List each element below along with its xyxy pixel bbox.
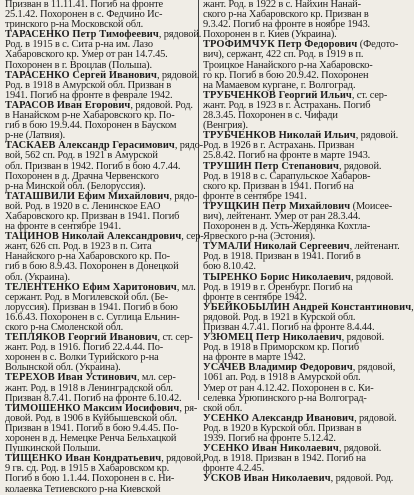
record-name: ТАТАШВИЛИ Ефим Михайлович — [5, 190, 170, 202]
record-details: , рядовой. — [355, 130, 399, 142]
record-name: ТАЦИНОВ Николай Александрович — [5, 231, 182, 243]
record-line: Род. в 1926 в г. Астрахань. Призван — [203, 140, 355, 152]
record-line: Род. в 1918. Призван в 1941. Погиб в — [203, 251, 361, 263]
record-name: ТРУБЧЕНКОВ Николай Ильич — [203, 130, 356, 142]
record-line: 16.6.43. Похоронен в с. Суглица Ельнин- — [5, 311, 180, 323]
record-details: , ст. сер- — [157, 332, 193, 344]
record-line: вой. Род. в 1920 в с. Ленинское ЕАО — [5, 200, 161, 212]
record-name: ТАРАСЕНКО Петр Тимофеевич — [5, 29, 159, 41]
record-line: колаевка Тетиевского р-на Киевской — [5, 483, 161, 495]
record-name: ТАРАСОВ Иван Егорович — [5, 99, 131, 111]
record-line: жант. Род. в 1916. Погиб 22.4.44. По- — [5, 342, 164, 354]
record-line: ского р-на Хабаровского кр. Призван в — [203, 9, 369, 21]
record-details: (Моисее- — [350, 200, 393, 212]
right-column — [199, 0, 414, 485]
record-name: ТАСКАЕВ Александр Герасимович — [5, 140, 175, 152]
record-line: Хабаровского кр. Умер от ран 14.7.45. — [5, 49, 168, 61]
record-line: ского кр. Призван в 1941. Погиб на — [203, 180, 354, 192]
record-entry — [203, 0, 391, 40]
record-line: Ярвеского р-на (Эстония). — [203, 231, 316, 243]
record-details: (Федото- — [357, 39, 399, 51]
record-line — [203, 473, 394, 485]
record-line: хоронен в с. Волки Турийского р-на — [5, 352, 159, 364]
record-entry — [5, 373, 195, 403]
record-line: бою 8.10.42. — [203, 261, 256, 273]
record-details: , сер- — [181, 231, 204, 243]
record-entry — [203, 241, 400, 273]
record-entry — [5, 402, 198, 455]
record-entry — [5, 231, 204, 283]
record-entry — [5, 453, 204, 495]
record-entry — [203, 444, 391, 474]
record-line: обл. (Украина). — [5, 271, 70, 283]
record-line: на Мамаевом кургане, г. Волгоград. — [203, 79, 356, 91]
record-line: го кр. Погиб в бою 20.9.42. Похоронен — [203, 69, 369, 81]
record-name: УСЕНКО Александр Иванович — [203, 412, 355, 424]
record-details: , рядовой, — [352, 362, 396, 374]
record-line: гиб в бою 8.9.43. Похоронен в Донецкой — [5, 261, 179, 273]
record-details: , рядовой. Род. — [130, 99, 193, 111]
record-line: 1941. Погиб на фронте в феврале 1942. — [5, 89, 173, 101]
record-name: УСКОВ Иван Николаевич — [203, 473, 331, 485]
record-line: тринского р-на Московской обл. — [5, 19, 144, 31]
record-details: , — [411, 301, 414, 313]
record-line: Род. в 1920 в Курской обл. Призван в — [203, 422, 362, 434]
record-line: Похоронен в д. Драчна Червенского — [5, 170, 159, 182]
record-line: лоруссия). Призван в 1941. Погиб в бою — [5, 301, 178, 313]
record-name: ТИМОШЕНКО Максим Иосифович — [5, 402, 180, 414]
record-line: ского р-на Смоленской обл. — [5, 322, 124, 333]
record-line: в Нанайском р-не Хабаровского кр. По- — [5, 110, 175, 122]
record-line: Призван 8.7.41. Погиб на фронте 6.10.42. — [5, 392, 182, 404]
record-name: УЗЮМЕЦ Петр Николаевич — [203, 332, 342, 344]
record-line: Похоронен в г. Киев (Украина). — [203, 29, 337, 41]
record-details: , рядовой. — [156, 69, 200, 81]
record-line: Род. в 1919 в г. Оренбург. Погиб на — [203, 281, 353, 293]
record-details: , мл. сер- — [137, 372, 176, 384]
record-details: , рядовой. — [350, 271, 394, 283]
record-name: ТЕЛЕНТЕНКО Ефим Харитонович — [5, 281, 177, 293]
record-details: , рядо- — [169, 190, 198, 202]
record-line: на фронте в сентябре 1941. — [5, 221, 121, 233]
record-entry — [203, 162, 391, 202]
record-line: жант. Род. в 1923 в г. Астрахань. Погиб — [203, 99, 371, 111]
record-line: р-не (Латвия). — [5, 130, 66, 142]
left-column — [0, 0, 204, 495]
record-details: , лейтенант. — [349, 241, 400, 253]
record-line: 9.3.42. Погиб на фронте в ноябре 1943. — [203, 19, 370, 31]
record-name: ТИЩЕНКО Иван Кондратьевич — [5, 453, 162, 465]
record-entry — [5, 190, 198, 233]
record-name: УБЕЙКОБЫЛИН Андрей Константинович — [203, 301, 412, 313]
record-line: ской обл. — [203, 402, 243, 414]
record-line: 25.1.42. Похоронен в с. Федчино Ис- — [5, 9, 163, 21]
record-name: ТАРАСЕНКО Сергей Иванович — [5, 69, 157, 81]
record-details: , рядовой. Род. — [330, 473, 394, 485]
record-line: 25.8.42. Погиб на фронте в марте 1943. — [203, 150, 371, 162]
record-entry — [203, 202, 391, 242]
record-line: Умер от ран 4.12.42. Похоронен в с. Ки- — [203, 382, 374, 394]
record-name: ТРУЩКИН Петр Михайлович — [203, 200, 351, 212]
record-line: Род. в 1915 в с. Сита р-на им. Лазо — [5, 39, 153, 51]
record-details: , мл. — [176, 281, 196, 293]
record-line: 1061 ап. Род. в 1918 в Амурской обл. — [203, 372, 361, 384]
record-line: Троицкое Нанайского р-на Хабаровско- — [203, 59, 373, 71]
record-line: Призван в 11.11.41. Погиб на фронте — [5, 0, 163, 10]
record-line: хоронен в д. Немецке Ренча Бельхацкой — [5, 433, 177, 445]
record-line: 28.3.45. Похоронен в с. Чифади — [203, 110, 338, 122]
record-entry — [5, 101, 195, 141]
record-line: р-на Минской обл. (Белоруссия). — [5, 180, 146, 192]
record-name: ТРУБЧЕНКОВ Георгий Ильич — [203, 89, 352, 101]
record-details: , рядовой. — [158, 29, 202, 41]
record-line: фронте 4.2.45. — [203, 463, 264, 475]
record-line: обл. Призван в 1942. Погиб в бою 4.7.44. — [5, 160, 181, 172]
record-line: Нанайского р-на Хабаровского кр. По- — [5, 251, 170, 263]
record-name: ТЫРЕНКО Борис Николаевич — [203, 271, 351, 283]
record-line: довой. Род. в 1906 в Куйбышевской обл. — [5, 412, 177, 424]
record-line: (Венгрия). — [203, 120, 248, 132]
record-details: , ря- — [179, 402, 198, 414]
record-name: УСАЧЕВ Владимир Федорович — [203, 362, 353, 374]
record-line: Пушкинской Польши. — [5, 443, 101, 455]
record-entry — [203, 333, 391, 363]
record-line: фронте в сентябре 1942. — [203, 291, 307, 303]
record-line: жант, 626 сп. Род. в 1923 в п. Сита — [5, 241, 152, 253]
record-line: Хабаровского кр. Призван в 1941. Погиб — [5, 210, 180, 222]
record-line: вой, 562 сп. Род. в 1921 в Амурской — [5, 150, 158, 162]
record-entry — [203, 301, 414, 333]
record-entry — [5, 0, 195, 30]
record-details: , рядовой. — [354, 412, 397, 424]
record-entry — [5, 69, 200, 101]
record-name: ТЕПЛЯКОВ Георгий Иванович — [5, 332, 158, 344]
record-entry — [203, 91, 391, 131]
record-line: рядовой. Род. в 1921 в Курской обл. — [203, 311, 356, 323]
record-line: вич), лейтенант. Умер от ран 28.3.44. — [203, 210, 361, 222]
record-line: вич), сержант, 422 сп. Род. в 1919 в п. — [203, 49, 364, 61]
record-line: сержант. Род. в Могилевской обл. (Бе- — [5, 291, 168, 303]
record-entry — [203, 362, 396, 414]
record-line: селевка Урюпинского р-на Волгоград- — [203, 392, 367, 404]
record-line: Похоронен в д. Усть-Жердянка Кохтла- — [203, 221, 371, 233]
record-name: ТЕРЕХОВ Иван Устинович — [5, 372, 137, 384]
binding-gutter — [393, 0, 399, 400]
record-name: ТРОФИМЧУК Петр Федорович — [203, 39, 358, 51]
record-line: гиб в бою 19.9.44. Похоронен в Бауском — [5, 120, 177, 132]
record-line: жант. Род. в 1922 в с. Найхин Нанай- — [203, 0, 361, 10]
record-line: Призван в 1941. Погиб в бою 9.4.45. По- — [5, 422, 179, 434]
record-line: 9 гв. сд. Род. в 1915 в Хабаровском кр. — [5, 463, 170, 475]
record-entry — [203, 130, 399, 162]
record-entry — [5, 333, 195, 373]
record-name: ТУМАЛИ Николай Сергеевич — [203, 241, 350, 253]
record-entry — [203, 412, 397, 445]
record-line: Погиб в бою 1.1.44. Похоронен в с. Ни- — [5, 473, 175, 485]
record-line: на фронте в марте 1942. — [203, 352, 306, 364]
record-name: УСЕНКО Иван Николаевич — [203, 443, 339, 455]
record-entry — [5, 29, 202, 71]
record-name: ТРУШИН Петр Степанович — [203, 160, 339, 172]
record-line: Род. в 1918. Призван в 1942. Погиб на — [203, 453, 366, 465]
record-line: Род. в 1918 в с. Сарапульское Хабаров- — [203, 170, 371, 182]
record-line: 1939. Погиб на фронте 5.12.42. — [203, 433, 336, 445]
record-details: , рядовой, — [161, 453, 204, 465]
record-line: Волынской обл. (Украина). — [5, 362, 121, 374]
record-entry — [203, 271, 394, 303]
record-line: жант. Род. в 1918 в Ленинградской обл. — [5, 382, 174, 394]
record-details: , рядовой. — [341, 332, 385, 344]
record-line: фронте в сентябре 1941. — [203, 190, 307, 202]
record-line: Род. в 1918 в Приморском кр. Погиб — [203, 342, 359, 354]
record-entry — [203, 39, 399, 91]
record-details: , рядовой. — [338, 160, 382, 172]
record-details: , рядо- — [174, 140, 203, 152]
record-entry — [5, 140, 203, 192]
record-line: Род. в 1918 в Амурской обл. Призван в — [5, 79, 172, 91]
record-line: Призван 4.7.41. Погиб на фронте 8.4.44. — [203, 322, 375, 333]
record-details: , рядовой. — [338, 443, 382, 455]
record-line: Похоронен в г. Вроцлав (Польша). — [5, 59, 152, 71]
record-entry — [203, 473, 394, 485]
record-entry — [5, 283, 195, 333]
record-details: , ст. сер- — [351, 89, 388, 101]
